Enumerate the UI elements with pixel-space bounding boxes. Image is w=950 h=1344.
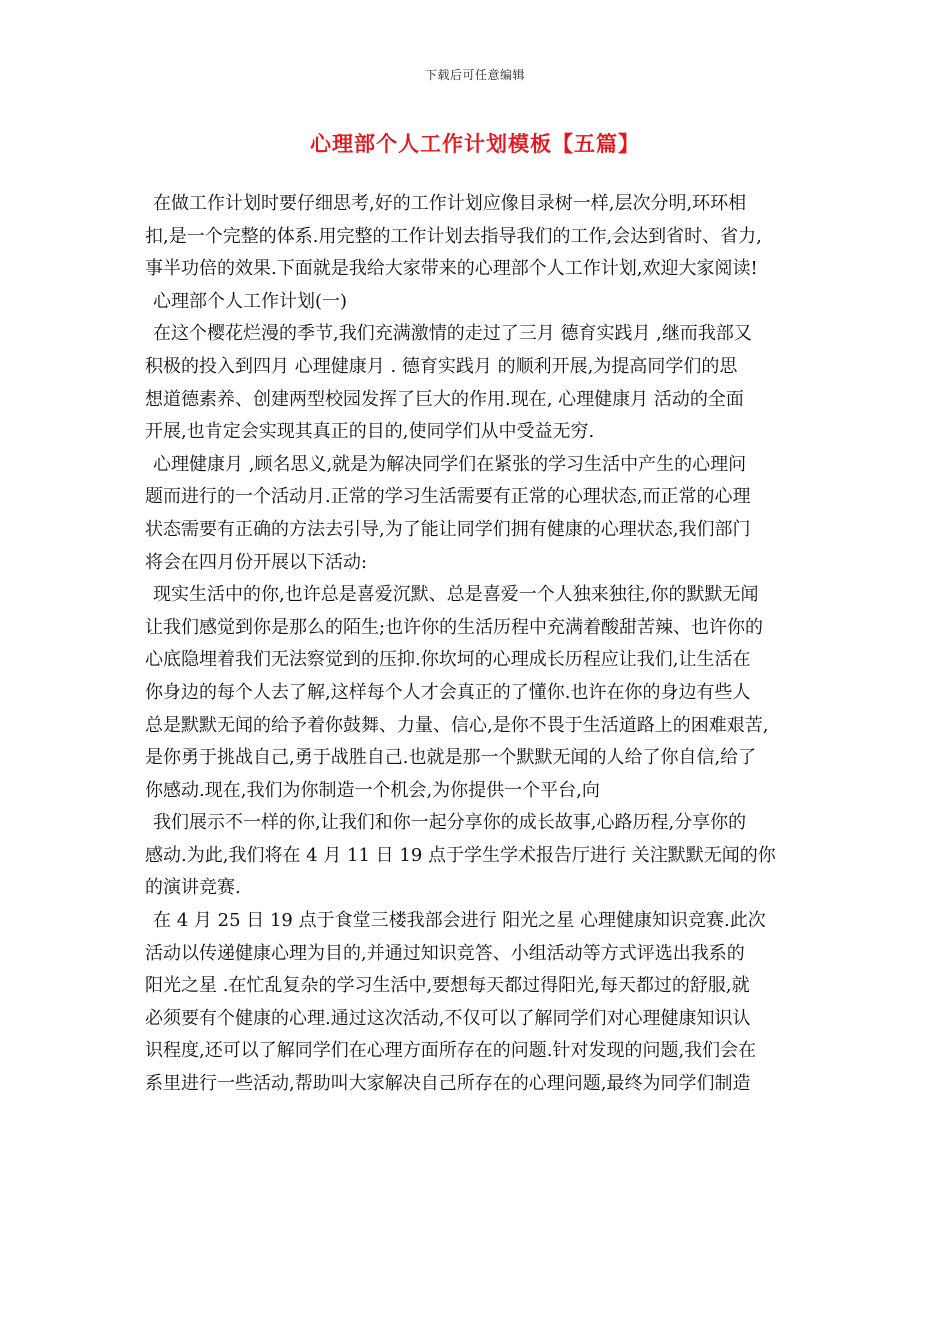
body-line: 现实生活中的你,也许总是喜爱沉默、总是喜爱一个人独来独往,你的默默无闻: [153, 584, 759, 606]
body-line: 是你勇于挑战自己,勇于战胜自己.也就是那一个默默无闻的人给了你自信,给了: [145, 747, 757, 769]
body-line: 积极的投入到四月 心理健康月 . 德育实践月 的顺利开展,为提高同学们的思: [145, 355, 738, 377]
body-line: 想道德素养、创建两型校园发挥了巨大的作用.现在, 心理健康月 活动的全面: [145, 388, 744, 410]
body-line: 心理健康月 ,顾名思义,就是为解决同学们在紧张的学习生活中产生的心理问: [153, 453, 747, 475]
document-title: 心理部个人工作计划模板【五篇】: [310, 131, 640, 156]
body-line: 事半功倍的效果.下面就是我给大家带来的心理部个人工作计划,欢迎大家阅读!: [145, 258, 758, 280]
body-line: 心理部个人工作计划(一): [153, 290, 348, 312]
body-line: 在这个樱花烂漫的季节,我们充满激情的走过了三月 德育实践月 ,继而我部又: [153, 323, 752, 345]
header-note: 下载后可任意编辑: [424, 68, 525, 82]
body-line: 总是默默无闻的给予着你鼓舞、力量、信心,是你不畏于生活道路上的困难艰苦,: [145, 714, 769, 736]
body-line: 题而进行的一个活动月.正常的学习生活需要有正常的心理状态,而正常的心理: [145, 486, 751, 508]
body-line: 阳光之星 .在忙乱复杂的学习生活中,要想每天都过得阳光,每天都过的舒服,就: [145, 975, 750, 997]
body-line: 必须要有个健康的心理.通过这次活动,不仅可以了解同学们对心理健康知识认: [145, 1007, 751, 1029]
body-line: 的演讲竞赛.: [145, 877, 241, 899]
body-line: 我们展示不一样的你,让我们和你一起分享你的成长故事,心路历程,分享你的: [153, 812, 747, 834]
body-line: 在做工作计划时要仔细思考,好的工作计划应像目录树一样,层次分明,环环相: [153, 193, 747, 214]
body-line: 心底隐埋着我们无法察觉到的压抑.你坎坷的心理成长历程应让我们,让生活在: [145, 649, 751, 671]
body-line: 将会在四月份开展以下活动:: [145, 551, 368, 573]
body-line: 你身边的每个人去了解,这样每个人才会真正的了懂你.也许在你的身边有些人: [145, 681, 751, 703]
body-line: 在 4 月 25 日 19 点于食堂三楼我部会进行 阳光之星 心理健康知识竞赛.此次: [153, 910, 766, 932]
body-line: 活动以传递健康心理为目的,并通过知识竞答、小组活动等方式评选出我系的: [145, 942, 745, 964]
body-line: 你感动.现在,我们为你制造一个机会,为你提供一个平台,向: [145, 779, 600, 801]
body-line: 开展,也肯定会实现其真正的目的,使同学们从中受益无穷.: [145, 421, 595, 443]
body-line: 系里进行一些活动,帮助叫大家解决自己所存在的心理问题,最终为同学们制造: [145, 1073, 751, 1095]
body-line: 让我们感觉到你是那么的陌生;也许你的生活历程中充满着酸甜苦辣、也许你的: [145, 616, 764, 638]
body-line: 识程度,还可以了解同学们在心理方面所存在的问题.针对发现的问题,我们会在: [145, 1040, 757, 1062]
body-line: 感动.为此,我们将在 4 月 11 日 19 点于学生学术报告厅进行 关注默默无闻的你: [145, 844, 776, 866]
document-body: [145, 188, 813, 1101]
body-line: 扣,是一个完整的体系.用完整的工作计划去指导我们的工作,会达到省时、省力,: [145, 225, 762, 247]
body-line: 状态需要有正确的方法去引导,为了能让同学们拥有健康的心理状态,我们部门: [145, 518, 751, 540]
